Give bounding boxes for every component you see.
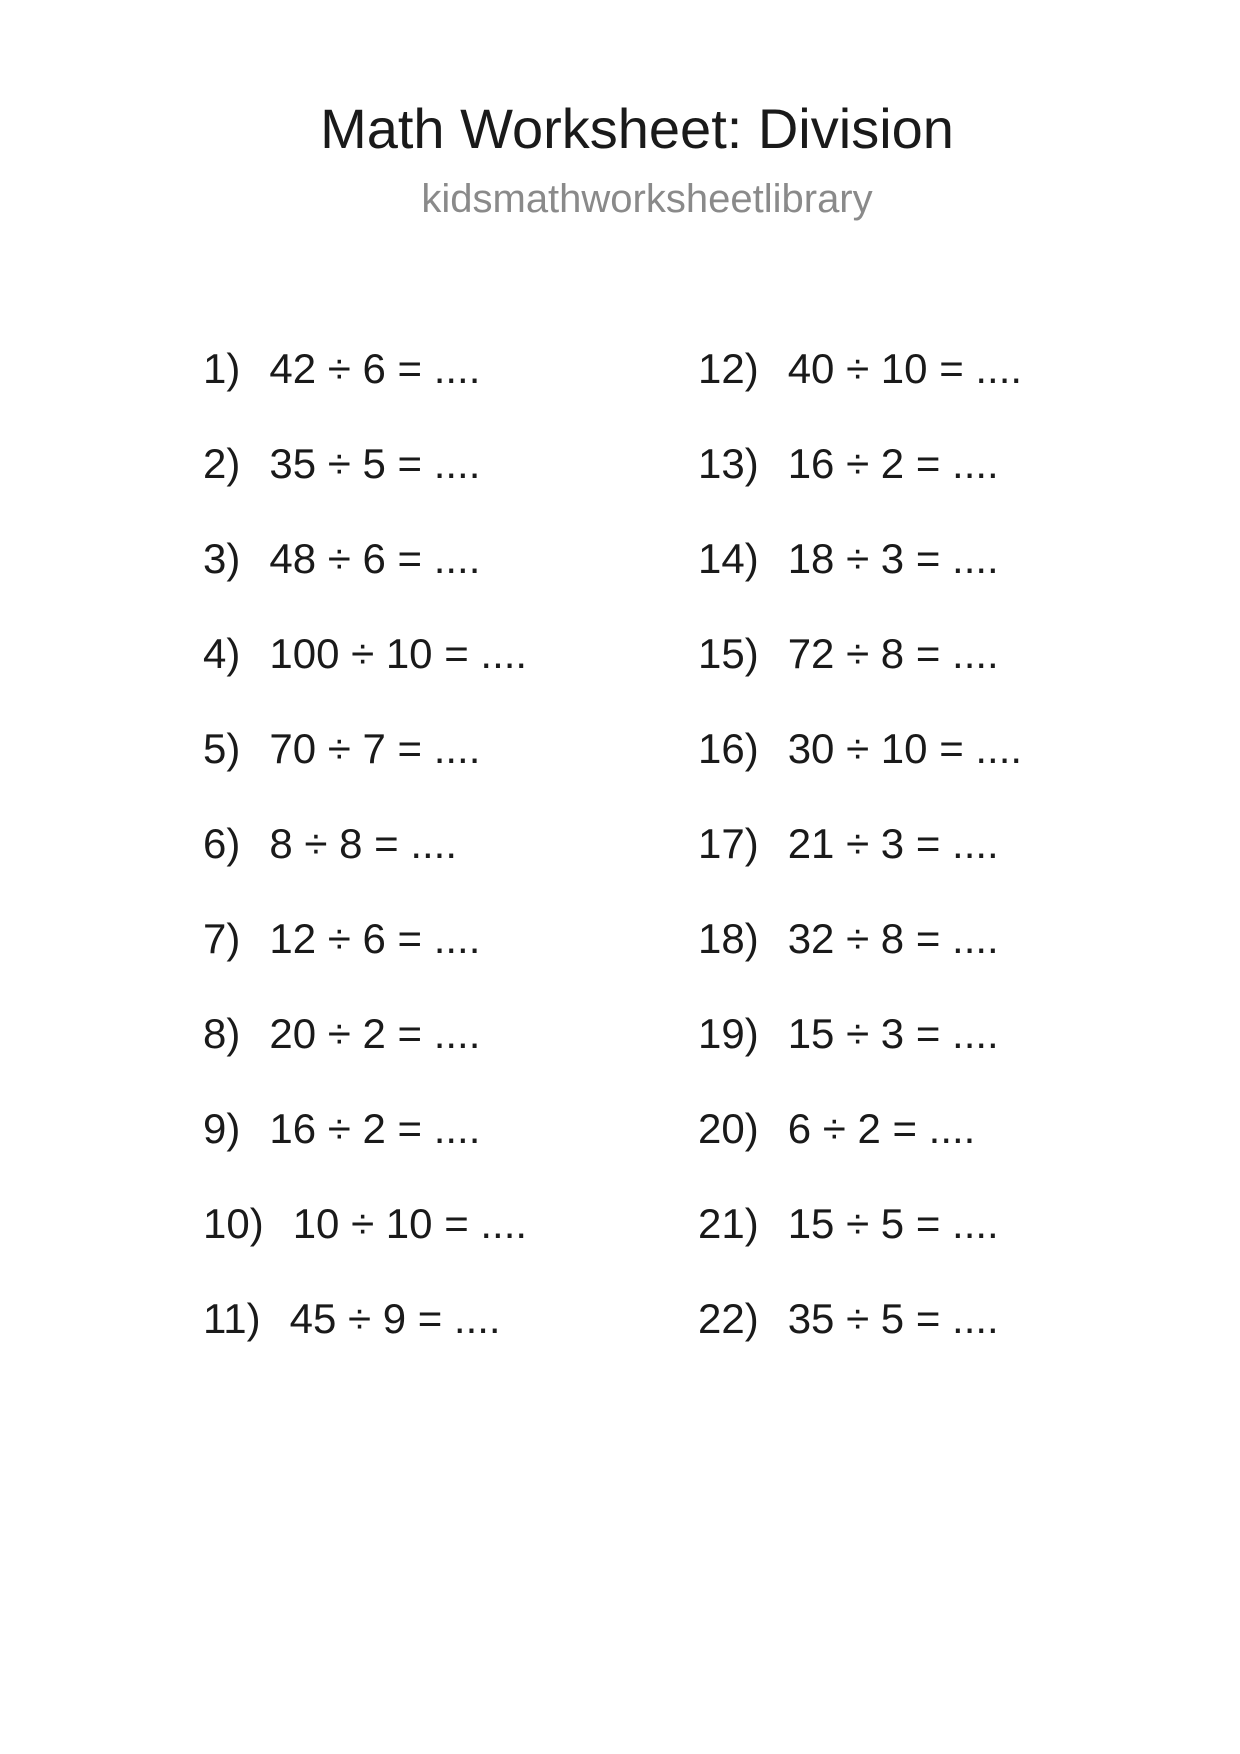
problem-number: 15) [698,630,759,677]
problem-expression: 15 ÷ 5 = .... [787,1200,999,1247]
problem-row [698,1081,1022,1176]
problem-row [698,701,1022,796]
problem-row [698,1176,1022,1271]
problem-number: 2) [203,440,241,487]
problem-row [698,606,1022,701]
problem-number: 16) [698,725,759,772]
problem-row [698,416,1022,511]
problem-row [698,891,1022,986]
problem-row [203,986,527,1081]
problem-expression: 100 ÷ 10 = .... [269,630,528,677]
problem-expression: 10 ÷ 10 = .... [292,1200,528,1247]
problem-number: 12) [698,345,759,392]
problem-expression: 45 ÷ 9 = .... [289,1295,501,1342]
problem-row [203,891,527,986]
problem-number: 6) [203,820,241,867]
problem-number: 4) [203,630,241,677]
problem-row [203,1271,527,1366]
page-subtitle: kidsmathworksheetlibrary [421,177,873,221]
problem-number: 3) [203,535,241,582]
problem-row [203,511,527,606]
problem-row [203,606,527,701]
problem-number: 13) [698,440,759,487]
problem-expression: 30 ÷ 10 = .... [787,725,1023,772]
problem-expression: 21 ÷ 3 = .... [787,820,999,867]
problem-number: 14) [698,535,759,582]
problem-expression: 42 ÷ 6 = .... [269,345,481,392]
problem-row [203,701,527,796]
problem-row [698,1271,1022,1366]
problem-number: 7) [203,915,241,962]
problem-row [698,321,1022,416]
problem-expression: 35 ÷ 5 = .... [269,440,481,487]
problem-row [203,1176,527,1271]
problems-column-left [203,321,527,1366]
problem-expression: 12 ÷ 6 = .... [269,915,481,962]
problem-expression: 8 ÷ 8 = .... [269,820,458,867]
problem-expression: 70 ÷ 7 = .... [269,725,481,772]
problem-expression: 15 ÷ 3 = .... [787,1010,999,1057]
problem-expression: 48 ÷ 6 = .... [269,535,481,582]
problem-row [203,321,527,416]
problems-column-right [698,321,1022,1366]
problem-row [203,1081,527,1176]
problem-expression: 16 ÷ 2 = .... [787,440,999,487]
problem-number: 9) [203,1105,241,1152]
problem-number: 18) [698,915,759,962]
problem-number: 5) [203,725,241,772]
problem-expression: 32 ÷ 8 = .... [787,915,999,962]
problem-row [203,416,527,511]
problem-expression: 20 ÷ 2 = .... [269,1010,481,1057]
page-title: Math Worksheet: Division [320,97,954,160]
problem-row [203,796,527,891]
problem-row [698,796,1022,891]
problem-number: 22) [698,1295,759,1342]
problem-expression: 6 ÷ 2 = .... [787,1105,976,1152]
problem-number: 8) [203,1010,241,1057]
problem-number: 21) [698,1200,759,1247]
problem-number: 20) [698,1105,759,1152]
problem-expression: 35 ÷ 5 = .... [787,1295,999,1342]
problem-row [698,986,1022,1081]
problem-number: 17) [698,820,759,867]
problem-row [698,511,1022,606]
problem-number: 19) [698,1010,759,1057]
problem-number: 10) [203,1200,264,1247]
problem-expression: 72 ÷ 8 = .... [787,630,999,677]
problem-number: 11) [203,1295,261,1342]
problem-number: 1) [203,345,241,392]
problem-expression: 40 ÷ 10 = .... [787,345,1023,392]
problem-expression: 18 ÷ 3 = .... [787,535,999,582]
problem-expression: 16 ÷ 2 = .... [269,1105,481,1152]
